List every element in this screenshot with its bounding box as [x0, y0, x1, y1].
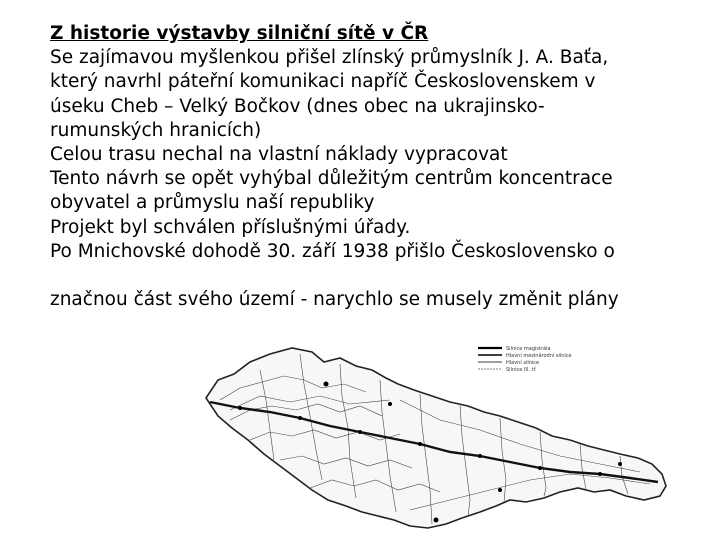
country-outline — [206, 348, 666, 528]
legend-item: Hlavní mezinárodní silnice — [506, 353, 572, 359]
legend-item: Silnice III. tř. — [506, 367, 537, 373]
text-line: Projekt byl schválen příslušnými úřady. — [50, 216, 411, 238]
spacer — [50, 264, 710, 288]
legend-item: Silnice magistrála — [506, 346, 551, 352]
text-line: Tento návrh se opět vyhýbal důležitým centrům koncentrace — [50, 168, 613, 190]
legend-item: Hlavní silnice — [506, 360, 540, 366]
text-line-last: značnou část svého území - narychlo se musely změnit plány — [50, 289, 619, 311]
text-line: Celou trasu nechal na vlastní náklady vypracovat — [50, 144, 508, 166]
text-line: Po Mnichovské dohodě 30. září 1938 přišlo Československo o — [50, 240, 615, 262]
text-line: úseku Cheb – Velký Bočkov (dnes obec na ukrajinsko- — [50, 95, 545, 117]
text-line: rumunských hranicích) — [50, 119, 262, 141]
map-legend — [478, 345, 572, 373]
czechoslovakia-road-map — [200, 340, 680, 540]
text-line: Se zajímavou myšlenkou přišel zlínský průmyslník J. A. Baťa, — [50, 47, 609, 69]
text-line: který navrhl páteřní komunikaci napříč Československem v — [50, 71, 596, 93]
slide-title: Z historie výstavby silniční sítě v ČR — [50, 23, 429, 44]
slide-text — [50, 22, 710, 312]
text-line: obyvatel a průmyslu naší republiky — [50, 192, 375, 214]
